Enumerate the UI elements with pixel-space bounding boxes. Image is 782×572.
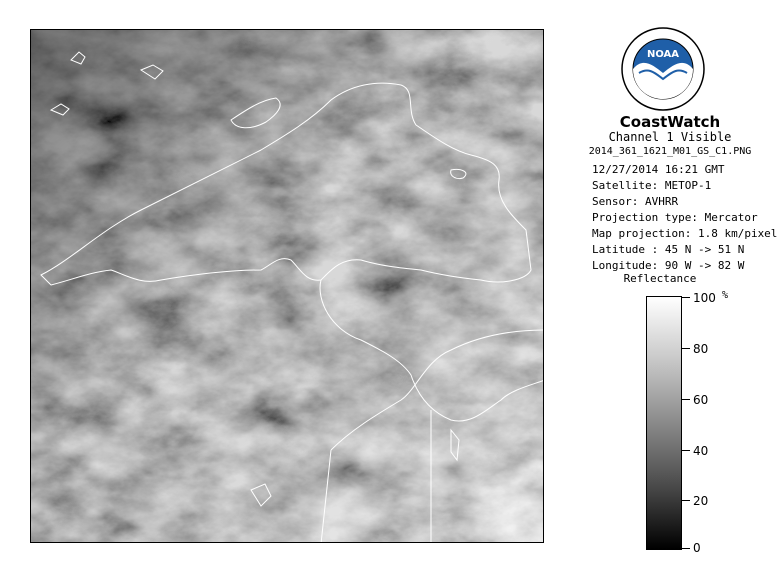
channel-label: Channel 1 Visible [608, 130, 732, 144]
info-projection-type: Projection type: Mercator [592, 211, 758, 224]
colorbar-label-80: 80 [693, 342, 709, 356]
info-date: 12/27/2014 16:21 GMT [592, 163, 725, 176]
info-sensor: Sensor: AVHRR [592, 195, 679, 208]
colorbar-title: Reflectance [623, 272, 697, 285]
colorbar-label-20: 20 [693, 494, 709, 508]
colorbar-tick [682, 348, 690, 349]
colorbar-tick [682, 548, 690, 549]
noaa-seal-icon [621, 27, 705, 111]
info-map-projection: Map projection: 1.8 km/pixel [592, 227, 778, 240]
satellite-image [30, 29, 544, 543]
colorbar-label-40: 40 [693, 444, 709, 458]
svg-text:NOAA: NOAA [646, 49, 680, 60]
colorbar [646, 296, 682, 550]
colorbar-label-60: 60 [693, 393, 709, 407]
colorbar-label-100: 100 [693, 291, 716, 305]
colorbar-tick [682, 450, 690, 451]
info-longitude: Longitude: 90 W -> 82 W [592, 259, 745, 272]
colorbar-tick [682, 500, 690, 501]
colorbar-tick [682, 399, 690, 400]
info-satellite: Satellite: METOP-1 [592, 179, 712, 192]
colorbar-tick [682, 297, 690, 298]
page-title: CoastWatch [619, 113, 721, 131]
colorbar-label-0: 0 [693, 541, 701, 555]
filename-label: 2014_361_1621_M01_GS_C1.PNG [588, 146, 752, 157]
satellite-image-svg [31, 30, 544, 543]
info-latitude: Latitude : 45 N -> 51 N [592, 243, 745, 256]
brightness-overlay [31, 30, 544, 543]
noaa-logo [621, 27, 705, 111]
colorbar-unit: % [722, 290, 729, 301]
